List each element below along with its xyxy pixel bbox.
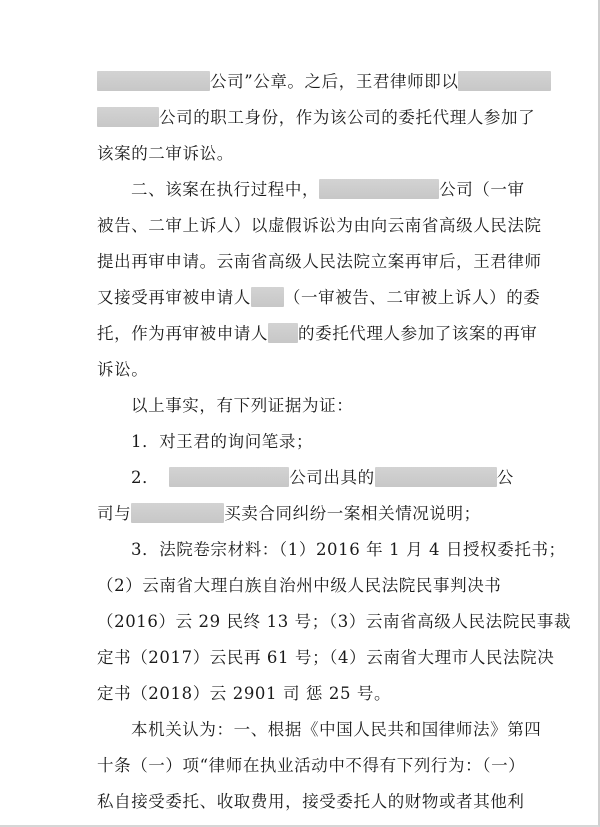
text-line: 被告、二审上诉人）以虚假诉讼为由向云南省高级人民法院 <box>97 216 542 235</box>
text-line: 公司”公章。之后，王君律师即以 <box>97 71 598 93</box>
redaction-block <box>319 179 439 199</box>
text-line: 2． 公司出具的 公 <box>131 468 514 487</box>
redaction-block <box>97 107 159 127</box>
text-line: 司与 买卖合同纠纷一案相关情况说明； <box>97 504 481 523</box>
text-line: （2016）云 29 民终 13 号；（3）云南省高级人民法院民事裁 <box>97 612 572 631</box>
text-line: 定书（2017）云民再 61 号；（4）云南省大理市人民法院决 <box>97 648 555 667</box>
text-line: 该案的二审诉讼。 <box>97 144 234 163</box>
text-line: 又接受再审被申请人 （一审被告、二审被上诉人）的委 <box>97 288 541 307</box>
redaction-block <box>169 467 289 487</box>
text-line: 本机关认为：一、根据《中国人民共和国律师法》第四 <box>131 720 542 739</box>
redaction-block <box>97 71 210 91</box>
text-line: 十条（一）项“律师在执业活动中不得有下列行为：（一） <box>97 756 526 775</box>
text-line: 以上事实，有下列证据为证： <box>131 396 354 415</box>
text-line: 3．法院卷宗材料：（1）2016 年 1 月 4 日授权委托书； <box>131 540 566 559</box>
redaction-block <box>131 503 224 523</box>
redaction-block <box>268 323 298 343</box>
text-line: 托，作为再审被申请人 的委托代理人参加了该案的再审 <box>97 324 538 343</box>
text-line: 1．对王君的询问笔录； <box>131 432 314 451</box>
text-line: 诉讼。 <box>97 360 149 379</box>
text-line: 私自接受委托、收取费用，接受委托人的财物或者其他利 <box>97 792 525 811</box>
text-line: 定书（2018）云 2901 司 惩 25 号。 <box>97 684 392 703</box>
text-line: 提出再审申请。云南省高级人民法院立案再审后，王君律师 <box>97 252 542 271</box>
redaction-block <box>458 71 551 91</box>
redaction-block <box>251 287 284 307</box>
text-line: 二、该案在执行过程中， 公司（一审 <box>131 180 525 199</box>
text-line: （2）云南省大理白族自治州中级人民法院民事判决书 <box>97 576 502 595</box>
redaction-block <box>375 467 497 487</box>
text-line: 公司的职工身份，作为该公司的委托代理人参加了 <box>97 107 598 129</box>
